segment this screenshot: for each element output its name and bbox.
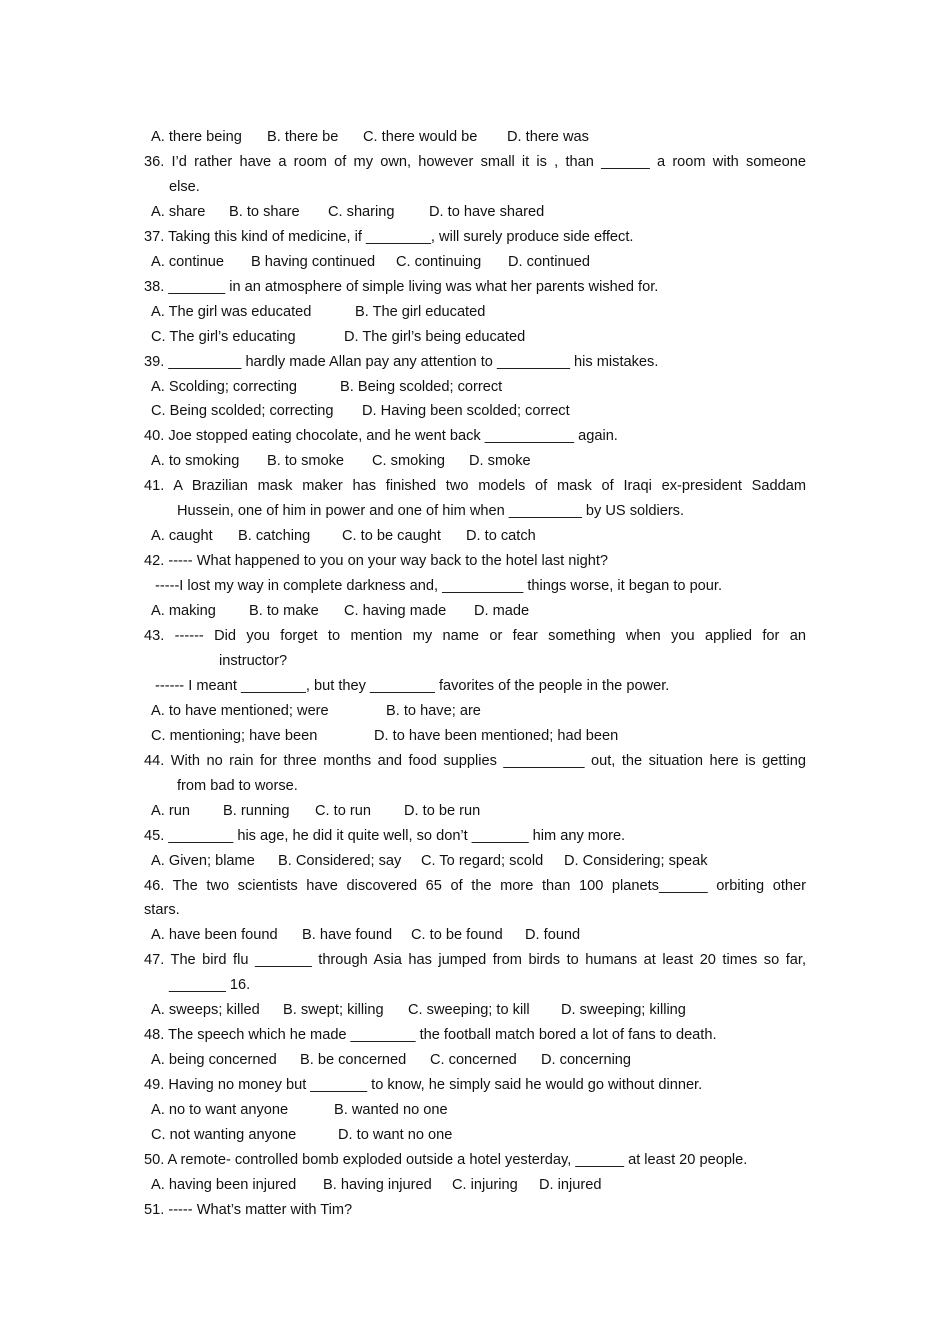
continuation-line: from bad to worse. (177, 778, 298, 794)
answer-option: A. run (151, 803, 190, 819)
answer-option: D. found (525, 927, 581, 943)
answer-option: C. sweeping; to kill (408, 1002, 530, 1018)
answer-option: A. continue (151, 254, 225, 270)
continuation-line: _______ 16. (169, 977, 251, 993)
answer-option: B. running (223, 803, 290, 819)
continuation-line: ------ I meant ________, but they ________ favorites of the people in the power. (155, 678, 670, 694)
answer-option: C. having made (344, 603, 447, 619)
answer-option: D. Considering; speak (564, 853, 708, 869)
question-line: 46. The two scientists have discovered 65 of the more than 100 planets______ orbiting other (144, 878, 806, 894)
answer-option: C. The girl’s educating (151, 329, 296, 345)
answer-option: A. having been injured (151, 1177, 297, 1193)
answer-option: D. concerning (541, 1052, 632, 1068)
answer-option: C. not wanting anyone (151, 1127, 297, 1143)
answer-option: D. there was (507, 129, 589, 145)
question-line: 39. _________ hardly made Allan pay any attention to _________ his mistakes. (144, 354, 659, 370)
answer-option: D. Having been scolded; correct (362, 403, 570, 419)
answer-option: D. to have shared (429, 204, 545, 220)
answer-option: B. catching (238, 528, 311, 544)
answer-option: B. The girl educated (355, 304, 486, 320)
answer-option: A. share (151, 204, 206, 220)
answer-option: B. to have; are (386, 703, 481, 719)
answer-option: D. sweeping; killing (561, 1002, 686, 1018)
question-line: 40. Joe stopped eating chocolate, and he went back ___________ again. (144, 428, 618, 444)
answer-option: D. made (474, 603, 530, 619)
answer-option: D. to have been mentioned; had been (374, 728, 619, 744)
answer-option: B. be concerned (300, 1052, 407, 1068)
answer-option: A. Scolding; correcting (151, 379, 298, 395)
answer-option: B. there be (267, 129, 339, 145)
question-line: 50. A remote- controlled bomb exploded outside a hotel yesterday, ______ at least 20 people. (144, 1152, 748, 1168)
question-line: 45. ________ his age, he did it quite well, so don’t _______ him any more. (144, 828, 626, 844)
answer-option: A. caught (151, 528, 213, 544)
question-line: 43. ------ Did you forget to mention my name or fear something when you applied for an (144, 628, 806, 644)
answer-option: A. making (151, 603, 216, 619)
answer-option: A. no to want anyone (151, 1102, 289, 1118)
question-line: 37. Taking this kind of medicine, if ________, will surely produce side effect. (144, 229, 634, 245)
continuation-line: else. (169, 179, 200, 195)
question-line: 51. ----- What’s matter with Tim? (144, 1202, 353, 1218)
answer-option: D. to be run (404, 803, 481, 819)
question-line: 49. Having no money but _______ to know, he simply said he would go without dinner. (144, 1077, 703, 1093)
question-line: 36. I’d rather have a room of my own, however small it is , than ______ a room with someone (144, 154, 806, 170)
answer-option: C. mentioning; have been (151, 728, 318, 744)
answer-option: B. to share (229, 204, 300, 220)
answer-option: B. have found (302, 927, 393, 943)
answer-option: B. having injured (323, 1177, 432, 1193)
answer-option: A. sweeps; killed (151, 1002, 260, 1018)
answer-option: C. there would be (363, 129, 478, 145)
question-line: 41. A Brazilian mask maker has finished two models of mask of Iraqi ex-president Saddam (144, 478, 806, 494)
answer-option: B having continued (251, 254, 376, 270)
answer-option: A. The girl was educated (151, 304, 312, 320)
question-line: 42. ----- What happened to you on your way back to the hotel last night? (144, 553, 609, 569)
answer-option: C. injuring (452, 1177, 518, 1193)
answer-option: C. continuing (396, 254, 482, 270)
answer-option: A. Given; blame (151, 853, 255, 869)
answer-option: C. Being scolded; correcting (151, 403, 334, 419)
answer-option: C. sharing (328, 204, 395, 220)
answer-option: C. to be found (411, 927, 503, 943)
question-line: 44. With no rain for three months and food supplies __________ out, the situation here is getting (144, 753, 806, 769)
answer-option: B. Being scolded; correct (340, 379, 503, 395)
answer-option: B. to smoke (267, 453, 345, 469)
question-line: 48. The speech which he made ________ the football match bored a lot of fans to death. (144, 1027, 717, 1043)
answer-option: B. swept; killing (283, 1002, 384, 1018)
question-line: 47. The bird flu _______ through Asia has jumped from birds to humans at least 20 times so far, (144, 952, 806, 968)
answer-option: A. to have mentioned; were (151, 703, 329, 719)
answer-option: C. concerned (430, 1052, 517, 1068)
continuation-line: Hussein, one of him in power and one of him when _________ by US soldiers. (177, 503, 685, 519)
question-line: 38. _______ in an atmosphere of simple living was what her parents wished for. (144, 279, 659, 295)
continuation-line: -----I lost my way in complete darkness and, __________ things worse, it began to pour. (155, 578, 723, 594)
answer-option: D. injured (539, 1177, 602, 1193)
answer-option: C. to run (315, 803, 371, 819)
answer-option: A. being concerned (151, 1052, 277, 1068)
continuation-line: instructor? (219, 653, 288, 669)
answer-option: A. have been found (151, 927, 278, 943)
answer-option: A. to smoking (151, 453, 240, 469)
answer-option: C. to be caught (342, 528, 441, 544)
continuation-line: stars. (144, 902, 180, 918)
answer-option: D. to catch (466, 528, 536, 544)
answer-option: B. Considered; say (278, 853, 402, 869)
answer-option: D. continued (508, 254, 590, 270)
answer-option: B. to make (249, 603, 319, 619)
answer-option: C. smoking (372, 453, 445, 469)
answer-option: B. wanted no one (334, 1102, 448, 1118)
answer-option: C. To regard; scold (421, 853, 544, 869)
answer-option: D. smoke (469, 453, 531, 469)
answer-option: D. to want no one (338, 1127, 453, 1143)
answer-option: D. The girl’s being educated (344, 329, 526, 345)
answer-option: A. there being (151, 129, 242, 145)
